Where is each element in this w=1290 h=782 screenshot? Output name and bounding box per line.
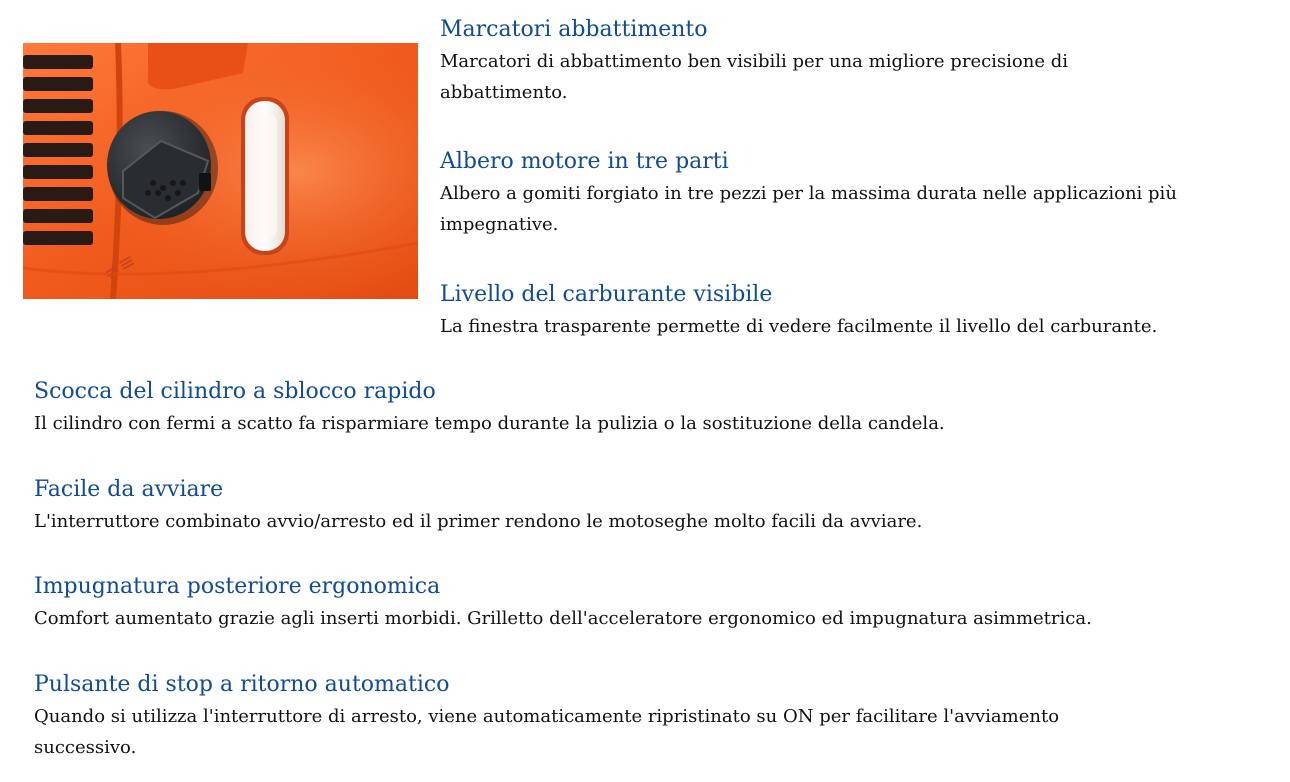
- feature-easy-start: [34, 476, 1234, 537]
- feature-description: Albero a gomiti forgiato in tre pezzi per la massima durata nelle applicazioni più impegnative.: [440, 183, 1177, 235]
- feature-description: Comfort aumentato grazie agli inserti morbidi. Grilletto dell'acceleratore ergonomico ed impugnatura asimmetrica.: [34, 608, 1092, 629]
- feature-title: Pulsante di stop a ritorno automatico: [34, 672, 450, 697]
- feature-title: Scocca del cilindro a sblocco rapido: [34, 379, 436, 404]
- feature-stop-button: [34, 671, 1154, 763]
- feature-cylinder-cover: [34, 378, 1234, 439]
- feature-description: Marcatori di abbattimento ben visibili per una migliore precisione di abbattimento.: [440, 51, 1069, 103]
- feature-description: L'interruttore combinato avvio/arresto ed il primer rendono le motoseghe molto facili da avviare.: [34, 511, 923, 532]
- svg-text:≠≡: ≠≡: [98, 247, 140, 286]
- chainsaw-fuel-cap-photo: [23, 43, 418, 299]
- feature-title: Impugnatura posteriore ergonomica: [34, 574, 441, 599]
- feature-title: Marcatori abbattimento: [440, 17, 708, 42]
- feature-title: Albero motore in tre parti: [440, 149, 729, 174]
- feature-description: La finestra trasparente permette di vedere facilmente il livello del carburante.: [440, 316, 1158, 337]
- feature-felling-markers: [440, 16, 1160, 108]
- feature-fuel-level: [440, 281, 1240, 342]
- feature-title: Livello del carburante visibile: [440, 282, 773, 307]
- feature-rear-handle: [34, 573, 1234, 634]
- chainsaw-photo-illustration: [23, 43, 418, 299]
- feature-description: Il cilindro con fermi a scatto fa risparmiare tempo durante la pulizia o la sostituzione della candela.: [34, 413, 945, 434]
- feature-title: Facile da avviare: [34, 477, 224, 502]
- feature-crankshaft: [440, 148, 1200, 240]
- feature-description: Quando si utilizza l'interruttore di arresto, viene automaticamente ripristinato su ON per facilitare l'avviamento successivo.: [34, 706, 1060, 758]
